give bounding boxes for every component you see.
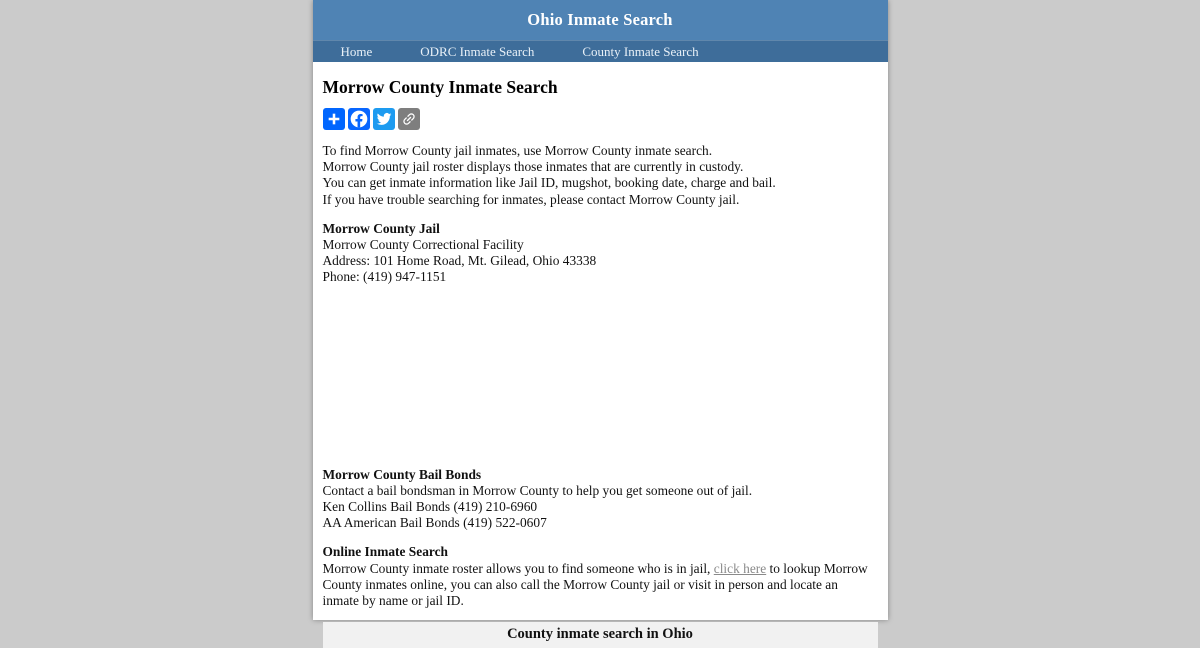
content-container — [313, 0, 888, 643]
facebook-share-button[interactable] — [348, 108, 370, 130]
online-text-after-link: to lookup Morrow County inmates online, you can also call the Morrow County jail or visit in person and locate an inmate by name or jail ID. — [322, 560, 868, 609]
twitter-icon — [376, 111, 392, 127]
bail-info-paragraph — [323, 467, 878, 532]
jail-info-paragraph — [323, 221, 878, 286]
copy-link-icon — [401, 111, 417, 127]
copy-link-button[interactable] — [398, 108, 420, 130]
bail-section-heading: Morrow County Bail Bonds — [322, 466, 482, 482]
twitter-share-button[interactable] — [373, 108, 395, 130]
jail-section-lines: Morrow County Correctional Facility Address: 101 Home Road, Mt. Gilead, Ohio 43338 Phone: (419) 947-1151 — [322, 237, 597, 285]
share-button[interactable] — [323, 108, 345, 130]
main-nav — [313, 40, 888, 62]
county-inmate-search-bar[interactable]: County inmate search in Ohio — [323, 622, 878, 648]
online-search-paragraph — [323, 544, 878, 609]
share-buttons-row — [323, 108, 878, 130]
facebook-icon — [349, 109, 369, 129]
jail-section-heading: Morrow County Jail — [322, 220, 440, 236]
intro-paragraph: To find Morrow County jail inmates, use Morrow County inmate search. Morrow County jail roster displays those inmates that are currently in custody. You can get inmate information like Jail ID, mugshot, booking date, charge and bail. If you have trouble searching for inmates, please contact Morrow County jail. — [322, 143, 776, 207]
main-content — [313, 77, 888, 648]
share-plus-icon — [326, 111, 342, 127]
bail-section-lines: Contact a bail bondsman in Morrow County to help you get someone out of jail. Ken Collins Bail Bonds (419) 210-6960 AA American Bail Bonds (419) 522-0607 — [322, 482, 753, 531]
ad-placeholder — [323, 299, 878, 454]
nav-item-odrc-inmate-search[interactable]: ODRC Inmate Search — [420, 43, 535, 59]
site-title: Ohio Inmate Search — [527, 10, 673, 29]
page-title: Morrow County Inmate Search — [322, 77, 558, 97]
online-section-heading: Online Inmate Search — [322, 544, 448, 560]
nav-item-home[interactable]: Home — [340, 43, 373, 59]
nav-item-county-inmate-search[interactable]: County Inmate Search — [582, 43, 699, 59]
site-header — [313, 0, 888, 40]
click-here-link[interactable]: click here — [713, 560, 767, 576]
online-text-before-link: Morrow County inmate roster allows you to find someone who is in jail, — [322, 560, 714, 576]
